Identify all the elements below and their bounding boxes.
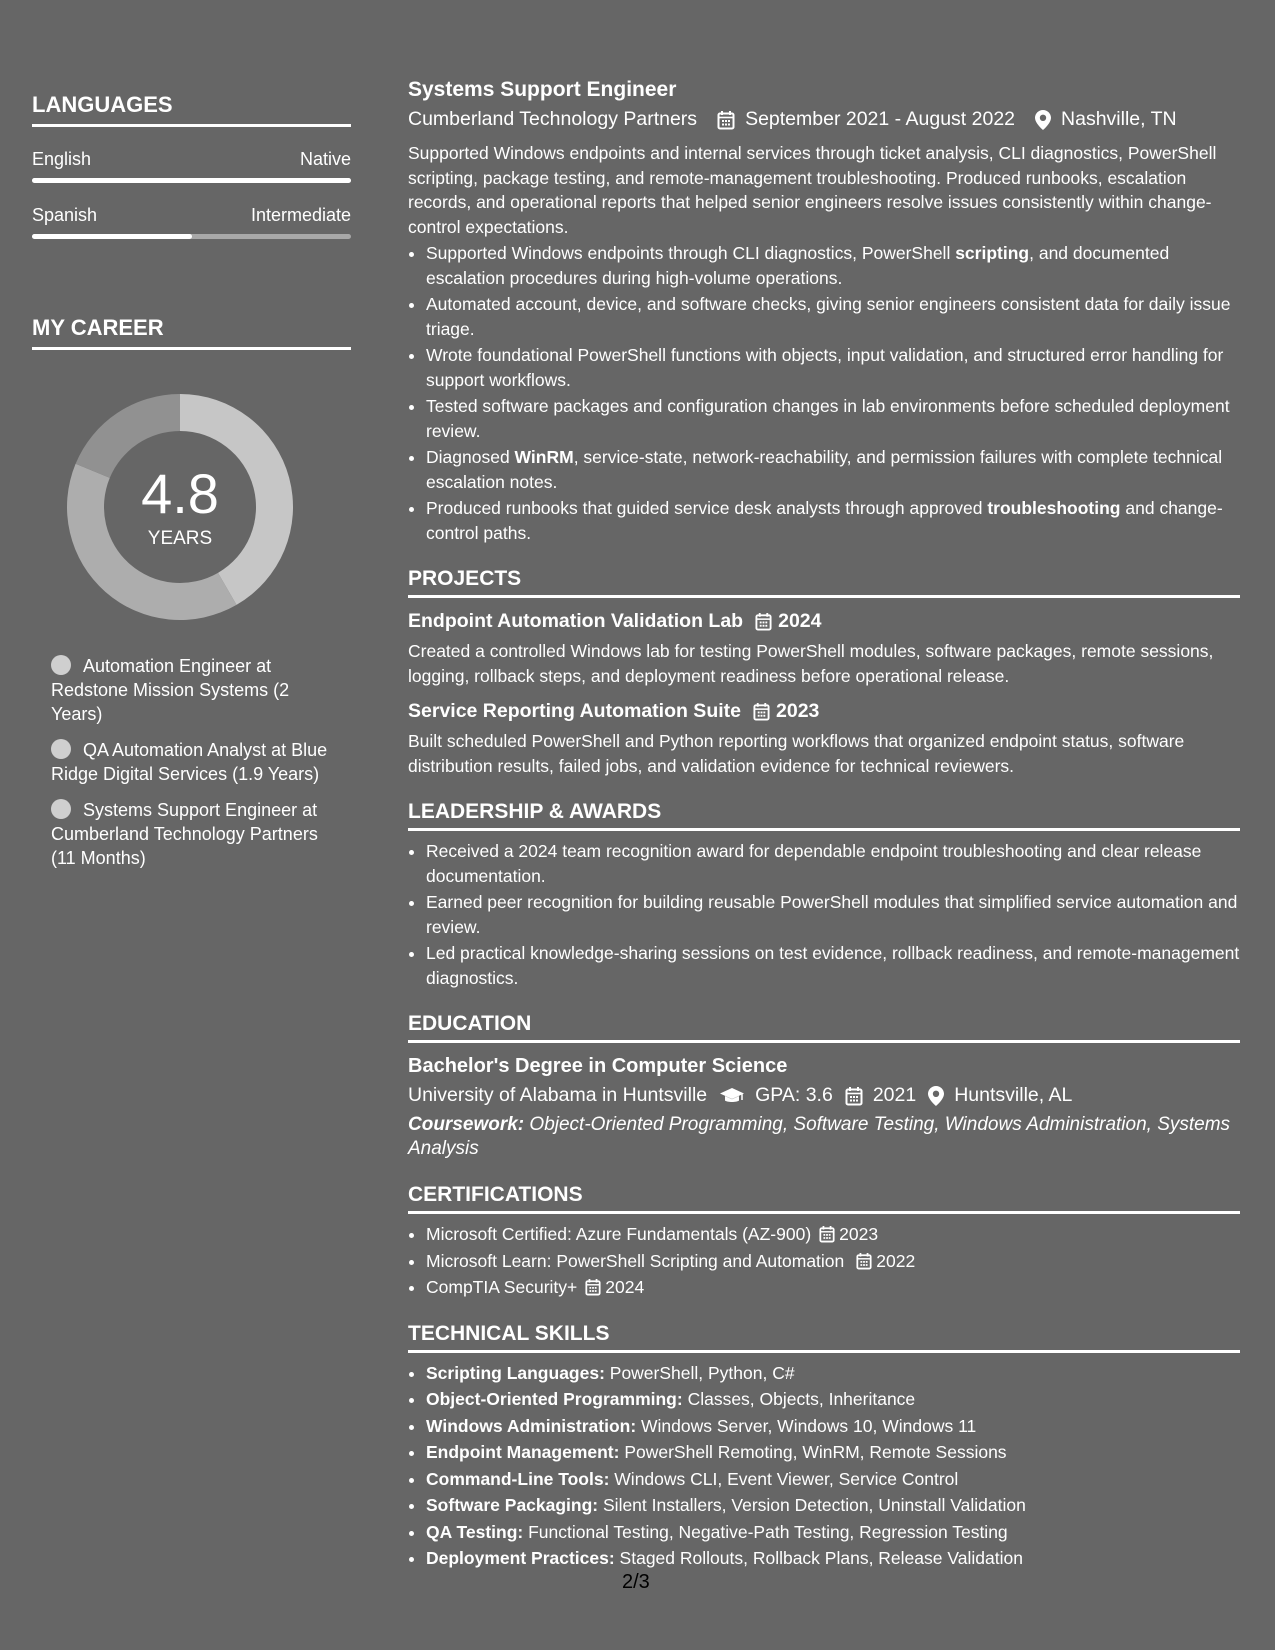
graduation-cap-icon	[719, 1087, 745, 1105]
certification-item: • Microsoft Learn: PowerShell Scripting and Automation 2022	[426, 1249, 1240, 1274]
job-bullet: • Diagnosed WinRM, service-state, network-reachability, and permission failures with complete technical escalation notes.	[426, 445, 1240, 494]
skill-item: • Object-Oriented Programming: Classes, Objects, Inheritance	[426, 1387, 1240, 1412]
coursework	[408, 1113, 1240, 1161]
legend-dot-icon	[51, 739, 71, 759]
career-legend-text: Automation Engineer at Redstone Mission Systems (2 Years)	[51, 656, 290, 724]
page-number: 2/3	[622, 1571, 650, 1593]
job-location: Nashville, TN	[1061, 108, 1177, 130]
job-dates: September 2021 - August 2022	[745, 108, 1016, 130]
career-legend-item	[51, 798, 341, 870]
education-heading: EDUCATION	[408, 1012, 1240, 1043]
job-bullet: • Produced runbooks that guided service desk analysts through approved troubleshooting and change-control paths.	[426, 496, 1240, 545]
job-bullet: • Tested software packages and configuration changes in lab environments before scheduled deployment review.	[426, 394, 1240, 443]
skills-list	[408, 1361, 1240, 1571]
project-item	[408, 700, 1240, 778]
project-description: Built scheduled PowerShell and Python reporting workflows that organized endpoint status, software distribution results, failed jobs, and validation evidence for technical reviewers.	[408, 731, 1185, 776]
project-item	[408, 610, 1240, 688]
calendar-icon	[845, 1086, 863, 1106]
career-legend	[51, 654, 341, 870]
career-legend-text: Systems Support Engineer at Cumberland Technology Partners (11 Months)	[51, 800, 318, 868]
skill-item: • Software Packaging: Silent Installers, Version Detection, Uninstall Validation	[426, 1493, 1240, 1518]
project-year: 2023	[776, 700, 820, 722]
language-item	[32, 205, 351, 239]
legend-dot-icon	[51, 655, 71, 675]
leadership-item: • Led practical knowledge-sharing sessions on test evidence, rollback readiness, and remote-management diagnostics.	[426, 941, 1240, 990]
projects-heading: PROJECTS	[408, 567, 1240, 598]
skill-item: • Command-Line Tools: Windows CLI, Event Viewer, Service Control	[426, 1467, 1240, 1492]
calendar-icon	[856, 1252, 872, 1270]
coursework-list: Object-Oriented Programming, Software Testing, Windows Administration, Systems Analysis	[408, 1114, 1231, 1159]
certification-year: 2023	[839, 1224, 879, 1244]
degree-title: Bachelor's Degree in Computer Science	[408, 1055, 788, 1077]
school-name: University of Alabama in Huntsville	[408, 1084, 708, 1106]
legend-dot-icon	[51, 799, 71, 819]
certification-year: 2022	[876, 1250, 916, 1271]
education-gpa: GPA: 3.6	[755, 1084, 833, 1106]
main-content	[408, 78, 1240, 1573]
leadership-item: • Earned peer recognition for building reusable PowerShell modules that simplified service automation and review.	[426, 890, 1240, 939]
job-title: Systems Support Engineer	[408, 78, 677, 101]
location-pin-icon	[928, 1086, 944, 1106]
company-name: Cumberland Technology Partners	[408, 108, 698, 130]
skill-item: • Scripting Languages: PowerShell, Python, C#	[426, 1361, 1240, 1386]
certification-item: • Microsoft Certified: Azure Fundamentals (AZ-900) 2023	[426, 1222, 1240, 1247]
project-description: Created a controlled Windows lab for testing PowerShell modules, software packages, remote sessions, logging, rollback steps, and deployment readiness before operational release.	[408, 641, 1214, 686]
language-level: Native	[299, 149, 351, 169]
job-bullet: • Automated account, device, and software checks, giving senior engineers consistent data for daily issue triage.	[426, 292, 1240, 341]
calendar-icon	[585, 1278, 601, 1296]
language-proficiency-fill	[32, 178, 351, 183]
job-bullet: • Wrote foundational PowerShell functions with objects, input validation, and structured error handling for support workflows.	[426, 343, 1240, 392]
calendar-icon	[755, 612, 772, 631]
job-summary: Supported Windows endpoints and internal services through ticket analysis, CLI diagnostics, PowerShell scripting, package testing, and remote-management troubleshooting. Produced runbooks, escalation records, and operational reports that helped senior engineers resolve issues consistently within change-control expectations.	[408, 143, 1217, 237]
career-legend-item	[51, 738, 341, 786]
skill-item: • Windows Administration: Windows Server, Windows 10, Windows 11	[426, 1414, 1240, 1439]
education-year: 2021	[872, 1084, 917, 1106]
job-bullets	[408, 241, 1240, 545]
calendar-icon	[819, 1225, 835, 1243]
career-total-unit: YEARS	[147, 528, 213, 549]
career-legend-item	[51, 654, 341, 726]
skill-item: • Deployment Practices: Staged Rollouts, Rollback Plans, Release Validation	[426, 1546, 1240, 1571]
sidebar	[32, 92, 351, 882]
project-title: Service Reporting Automation Suite	[408, 700, 741, 722]
leadership-item: • Received a 2024 team recognition award for dependable endpoint troubleshooting and clear release documentation.	[426, 839, 1240, 888]
skills-heading: TECHNICAL SKILLS	[408, 1322, 1240, 1353]
education-meta	[408, 1084, 1240, 1107]
calendar-icon	[753, 702, 770, 721]
career-total-years: 4.8	[141, 462, 219, 525]
project-year: 2024	[778, 610, 822, 632]
career-donut-chart	[67, 394, 293, 620]
certification-item: • CompTIA Security+ 2024	[426, 1275, 1240, 1300]
coursework-label: Coursework:	[408, 1114, 525, 1135]
certification-list	[408, 1222, 1240, 1300]
calendar-icon	[717, 110, 735, 130]
job-meta	[408, 108, 1240, 131]
language-item	[32, 149, 351, 183]
language-level: Intermediate	[250, 205, 351, 225]
certifications-heading: CERTIFICATIONS	[408, 1183, 1240, 1214]
language-proficiency-bar	[32, 178, 351, 183]
leadership-list	[408, 839, 1240, 990]
skill-item: • Endpoint Management: PowerShell Remoting, WinRM, Remote Sessions	[426, 1440, 1240, 1465]
skill-item: • QA Testing: Functional Testing, Negative-Path Testing, Regression Testing	[426, 1520, 1240, 1545]
career-section	[32, 315, 351, 870]
language-name: English	[32, 149, 92, 169]
career-heading: MY CAREER	[32, 315, 351, 350]
job-bullet: • Supported Windows endpoints through CLI diagnostics, PowerShell scripting, and documented escalation procedures during high-volume operations.	[426, 241, 1240, 290]
language-proficiency-bar	[32, 234, 351, 239]
location-pin-icon	[1035, 110, 1051, 130]
education-location: Huntsville, AL	[954, 1084, 1073, 1106]
languages-heading: LANGUAGES	[32, 92, 351, 127]
project-title: Endpoint Automation Validation Lab	[408, 610, 744, 632]
leadership-heading: LEADERSHIP & AWARDS	[408, 800, 1240, 831]
language-name: Spanish	[32, 205, 98, 225]
career-legend-text: QA Automation Analyst at Blue Ridge Digital Services (1.9 Years)	[51, 740, 328, 784]
certification-year: 2024	[605, 1277, 645, 1297]
language-proficiency-fill	[32, 234, 192, 239]
